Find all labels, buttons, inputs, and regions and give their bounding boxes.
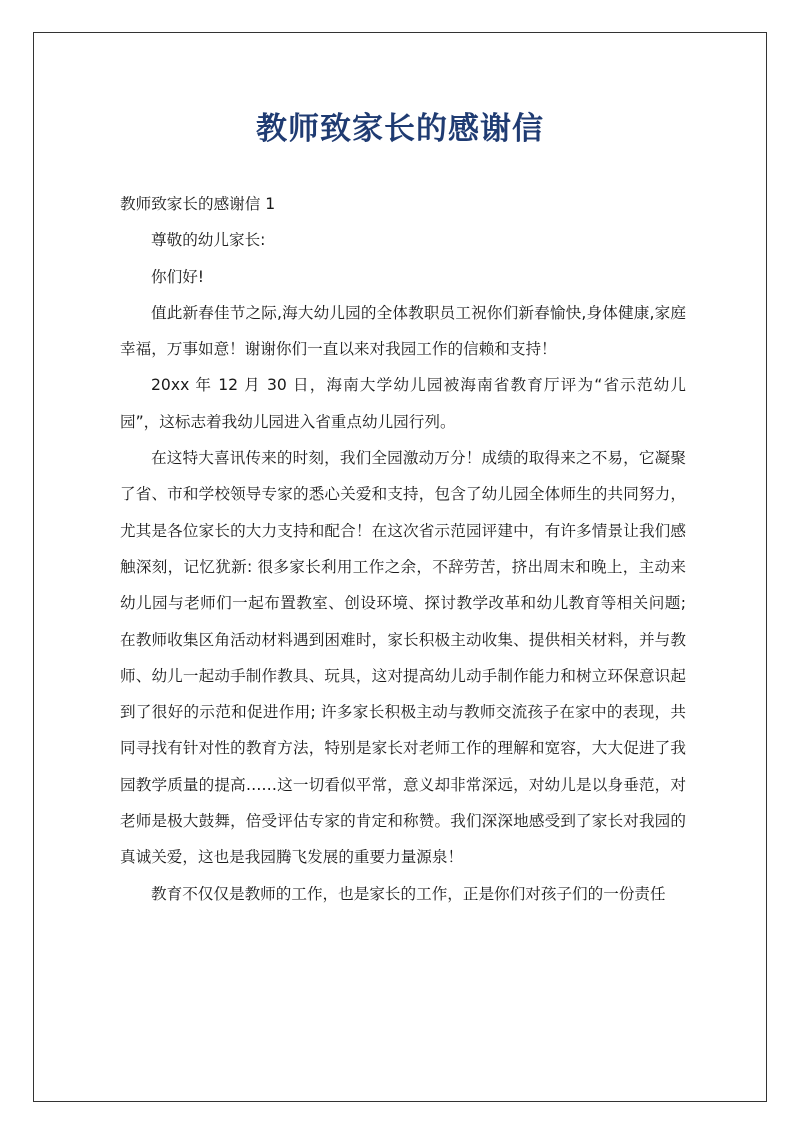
section-heading: 教师致家长的感谢信 1 bbox=[120, 195, 276, 213]
greeting: 你们好! bbox=[151, 267, 205, 286]
document-body bbox=[120, 186, 686, 912]
paragraph-new-year-wishes: 值此新春佳节之际,海大幼儿园的全体教职员工祝你们新春愉快,身体健康,家庭幸福，万事如意！谢谢你们一直以来对我园工作的信赖和支持！ bbox=[120, 303, 686, 359]
paragraph-education-responsibility: 教育不仅仅是教师的工作，也是家长的工作，正是你们对孩子们的一份责任 bbox=[151, 884, 666, 903]
salutation: 尊敬的幼儿家长: bbox=[151, 231, 266, 250]
document-title: 教师致家长的感谢信 bbox=[256, 111, 544, 147]
paragraph-award-announcement: 20xx 年 12 月 30 日，海南大学幼儿园被海南省教育厅评为“省示范幼儿园”，这标志着我幼儿园进入省重点幼儿园行列。 bbox=[120, 376, 686, 431]
paragraph-parent-support: 在这特大喜讯传来的时刻，我们全园激动万分！成绩的取得来之不易，它凝聚了省、市和学校领导专家的悉心关爱和支持，包含了幼儿园全体师生的共同努力，尤其是各位家长的大力支持和配合！在这次省示范园评建中，有许多情景让我们感触深刻，记忆犹新: 很多家长利用工作之余，不辞劳苦，挤出周末和晚上，主动来幼儿园与老师们一起布置教室、创设环境、探讨教学改革和幼儿教育等相关问题; 在教师收集区角活动材料遇到困难时，家长积极主动收集、提供相关材料，并与教师、幼儿一起动手制作教具、玩具，这对提高幼儿动手制作能力和树立环保意识起到了很好的示范和促进作用; 许多家长积极主动与教师交流孩子在家中的表现，共同寻找有针对性的教育方法，特别是家长对老师工作的理解和宽容，大大促进了我园教学质量的提高……这一切看似平常，意义却非常深远，对幼儿是以身垂范，对老师是极大鼓舞，倍受评估专家的肯定和称赞。我们深深地感受到了家长对我园的真诚关爱，这也是我园腾飞发展的重要力量源泉！ bbox=[120, 449, 686, 867]
